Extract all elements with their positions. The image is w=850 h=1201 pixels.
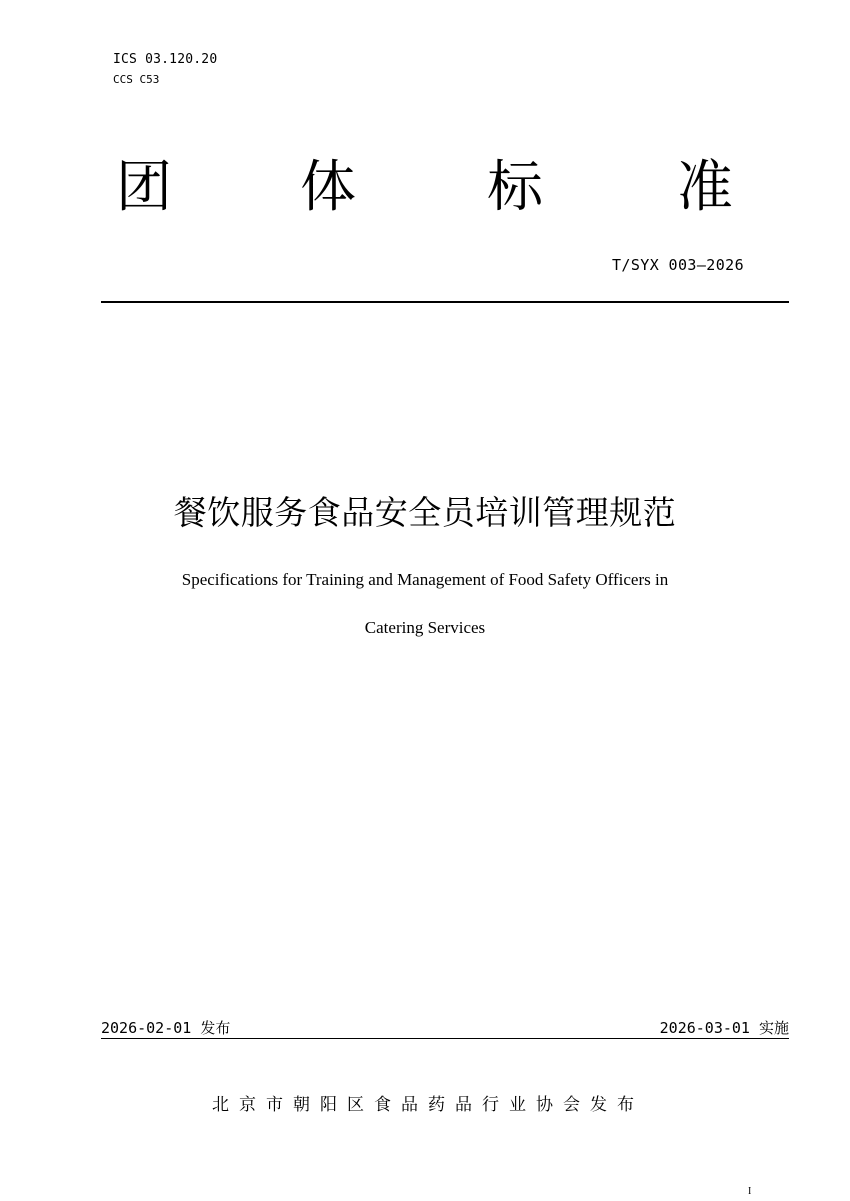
page-number: I bbox=[748, 1186, 752, 1197]
ccs-code: CCS C53 bbox=[113, 73, 160, 86]
implement-date: 2026-03-01 实施 bbox=[659, 1019, 789, 1037]
standard-type-char-4: 准 bbox=[677, 155, 733, 220]
header-divider bbox=[101, 301, 789, 303]
english-title-line-2: Catering Services bbox=[364, 618, 486, 637]
document-title-chinese: 餐饮服务食品安全员培训管理规范 bbox=[173, 493, 677, 532]
publisher: 北京市朝阳区食品药品行业协会发布 bbox=[212, 1095, 644, 1115]
ics-code: ICS 03.120.20 bbox=[113, 52, 218, 67]
standard-type-char-3: 标 bbox=[487, 155, 543, 220]
footer-divider bbox=[101, 1038, 789, 1039]
standard-type-char-1: 团 bbox=[116, 155, 172, 220]
publish-date: 2026-02-01 发布 bbox=[101, 1019, 231, 1037]
standard-number: T/SYX 003—2026 bbox=[611, 256, 744, 274]
document-title-english bbox=[95, 556, 755, 652]
date-row bbox=[101, 1017, 789, 1039]
standard-type-char-2: 体 bbox=[300, 155, 356, 220]
english-title-line-1: Specifications for Training and Management of Food Safety Officers in bbox=[181, 570, 669, 589]
